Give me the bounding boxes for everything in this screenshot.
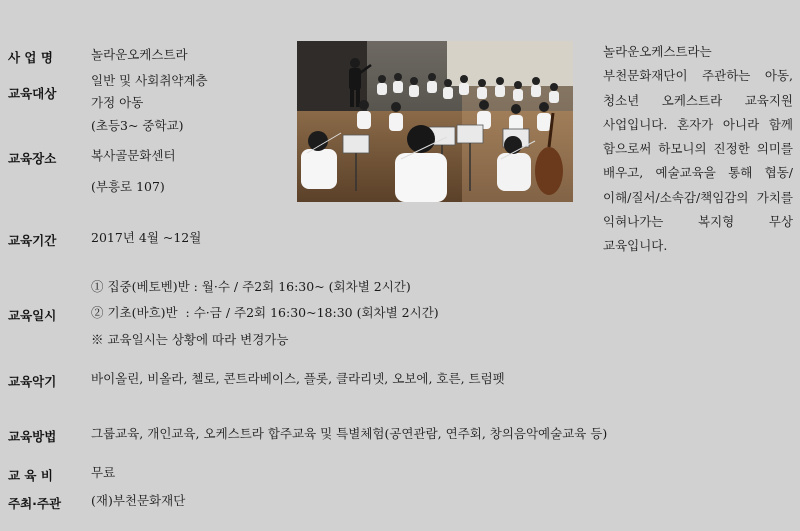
instruments-label: 교육악기 bbox=[8, 374, 57, 389]
schedule-note: ※ 교육일시는 상황에 따라 변경가능 bbox=[91, 332, 289, 347]
schedule-line-2: ② 기초(바흐)반 : 수·금 / 주2회 16:30~18:30 (회차별 2시간) bbox=[91, 305, 439, 320]
period-value: 2017년 4월 ~12월 bbox=[91, 230, 202, 245]
target-line-3: (초등3~ 중학교) bbox=[91, 118, 184, 133]
host-label: 주최·주관 bbox=[8, 496, 62, 511]
target-line-1: 일반 및 사회취약계층 bbox=[91, 73, 208, 88]
program-description: 놀라운오케스트라는 부천문화재단이 주관하는 아동, 청소년 오케스트라 교육지원 사업입니다. 혼자가 아니라 함께 함으로써 하모니의 진정한 의미를 배우고, 예술교육을 통해 협동/이해/질서/소속감/책임감의 가치를 익혀나가는 복지형 무상 교육입니다. bbox=[603, 44, 793, 254]
place-label: 교육장소 bbox=[8, 151, 57, 166]
method-label: 교육방법 bbox=[8, 429, 57, 444]
host-value: (재)부천문화재단 bbox=[91, 493, 186, 508]
target-line-2: 가정 아동 bbox=[91, 95, 144, 110]
orchestra-photo-icon bbox=[297, 41, 573, 202]
period-label: 교육기간 bbox=[8, 233, 57, 248]
fee-label: 교 육 비 bbox=[8, 468, 53, 483]
business-name-label: 사 업 명 bbox=[8, 50, 53, 65]
target-label: 교육대상 bbox=[8, 86, 57, 101]
instruments-value: 바이올린, 비올라, 첼로, 콘트라베이스, 플롯, 클라리넷, 오보에, 호른, 트럼펫 bbox=[91, 371, 505, 386]
schedule-line-1: ① 집중(베토벤)반 : 월·수 / 주2회 16:30~ (회차별 2시간) bbox=[91, 279, 411, 294]
fee-value: 무료 bbox=[91, 465, 116, 480]
business-name-value: 놀라운오케스트라 bbox=[91, 47, 188, 62]
place-line-2: (부흥로 107) bbox=[91, 179, 165, 194]
place-line-1: 복사골문화센터 bbox=[91, 148, 176, 163]
schedule-label: 교육일시 bbox=[8, 308, 57, 323]
orchestra-photo bbox=[297, 41, 573, 202]
method-value: 그룹교육, 개인교육, 오케스트라 합주교육 및 특별체험(공연관람, 연주회, 창의음악예술교육 등) bbox=[91, 426, 608, 441]
